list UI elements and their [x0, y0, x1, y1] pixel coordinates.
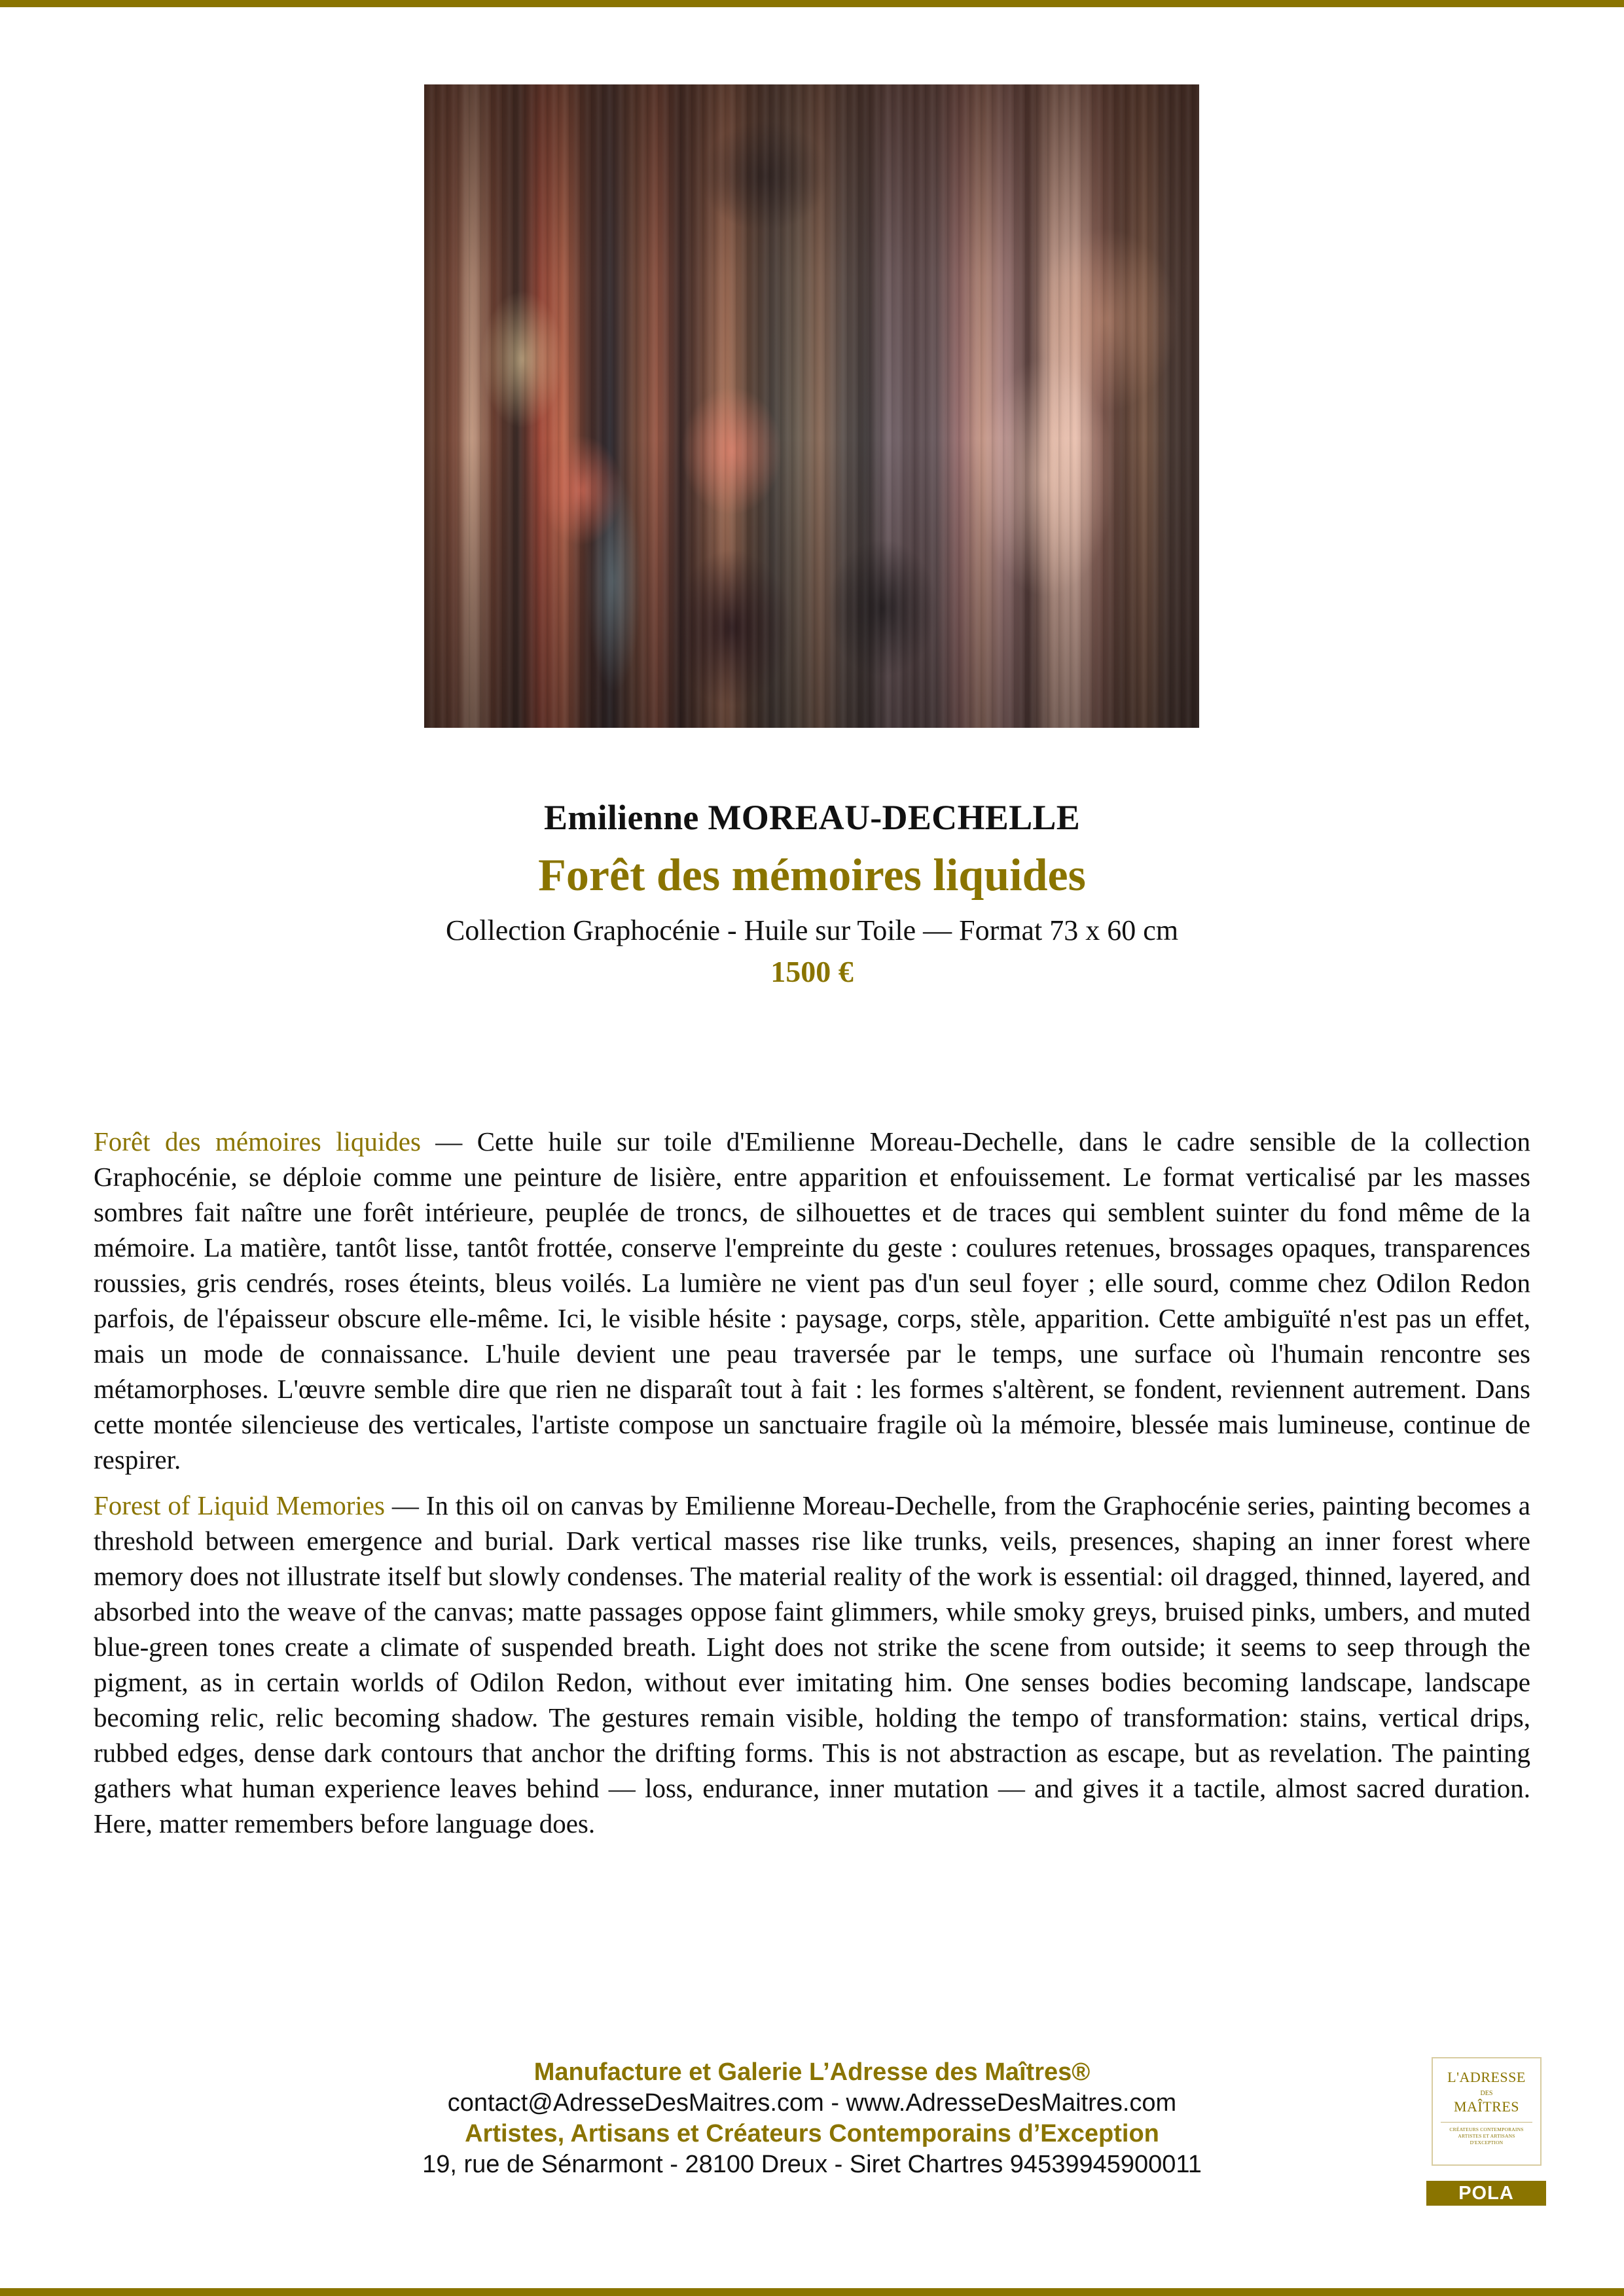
logo-line-maitres: MAÎTRES [1453, 2098, 1520, 2115]
logo-sub-3: D'EXCEPTION [1470, 2140, 1504, 2145]
gallery-address: 19, rue de Sénarmont - 28100 Dreux - Siret Chartres 94539945900011 [422, 2151, 1202, 2178]
artwork-price: 1500 € [770, 955, 854, 988]
description-english-text: — In this oil on canvas by Emilienne Moreau-Dechelle, from the Graphocénie series, painting becomes a threshold between emergence and burial. Dark vertical masses rise like trunks, veils, presences, shaping an inner forest where memory does not illustrate itself but slowly condenses. The material reality of the work is essential: oil dragged, thinned, layered, and absorbed into the weave of the canvas; matte passages oppose faint glimmers, while smoky greys, bruised pinks, umbers, and muted blue-green tones create a climate of suspended breath. Light does not strike the scene from outside; it seems to seep through the pigment, as in certain worlds of Odilon Redon, without ever imitating him. One senses bodies becoming landscape, landscape becoming relic, relic becoming shadow. The gestures remain visible, holding the tempo of transformation: stains, vertical drips, rubbed edges, dense dark contours that anchor the drifting forms. This is not abstraction as escape, but as revelation. The painting gathers what human experience leaves behind — loss, endurance, inner mutation — and gives it a tactile, almost sacred duration. Here, matter remembers before language does. [94, 1490, 1530, 1839]
artist-name: Emilienne MOREAU-DECHELLE [543, 798, 1081, 837]
gallery-tagline: Artistes, Artisans et Créateurs Contemporains d’Exception [465, 2120, 1159, 2147]
description-french-text: — Cette huile sur toile d'Emilienne Moreau-Dechelle, dans le cadre sensible de la collection Graphocénie, se déploie comme une peinture de lisière, entre apparition et enfouissement. Le format verticalisé par les masses sombres fait naître une forêt intérieure, peuplée de troncs, de silhouettes et de traces qui semblent suinter du fond même de la mémoire. La matière, tantôt lisse, tantôt frottée, conserve l'empreinte du geste : coulures retenues, brossages opaques, transparences roussies, gris cendrés, roses éteints, bleus voilés. La lumière ne vient pas d'un seul foyer ; elle sourd, comme chez Odilon Redon parfois, de l'épaisseur obscure elle-même. Ici, le visible hésite : paysage, corps, stèle, apparition. Cette ambiguïté n'est pas un effet, mais un mode de connaissance. L'huile devient une peau traversée par le temps, une surface où l'humain rencontre ses métamorphoses. L'œuvre semble dire que rien ne disparaît tout à fait : les formes s'altèrent, se fondent, reviennent autrement. Dans cette montée silencieuse des verticales, l'artiste compose un sanctuaire fragile où la mémoire, blessée mais lumineuse, continue de respirer. [94, 1126, 1530, 1475]
description-english [94, 1488, 1530, 1841]
top-border-bar [0, 0, 1624, 7]
description-body [94, 1124, 1530, 1852]
contact-line: contact@AdresseDesMaitres.com - www.AdresseDesMaitres.com [447, 2089, 1177, 2117]
logo-line-adresse: L'ADRESSE [1447, 2069, 1526, 2085]
painting-texture-layer [424, 84, 1199, 728]
logo-sub-1: CRÉATEURS CONTEMPORAINS [1449, 2126, 1524, 2132]
pola-badge: POLA [1426, 2181, 1546, 2206]
logo-divider [1441, 2122, 1532, 2123]
logo-line-des: DES [1480, 2090, 1493, 2097]
logo-sub-2: ARTISTES ET ARTISANS [1458, 2133, 1515, 2139]
artwork-title: Forêt des mémoires liquides [538, 850, 1086, 901]
gallery-name: Manufacture et Galerie L’Adresse des Maîtres® [533, 2058, 1091, 2086]
artwork-image [424, 84, 1199, 728]
bottom-border-bar [0, 2288, 1624, 2296]
description-english-lead: Forest of Liquid Memories [94, 1490, 385, 1520]
description-french [94, 1124, 1530, 1477]
artwork-details: Collection Graphocénie - Huile sur Toile — Format 73 x 60 cm [445, 914, 1179, 946]
gallery-logo [1432, 2057, 1542, 2166]
description-french-lead: Forêt des mémoires liquides [94, 1126, 421, 1157]
footer [0, 2057, 1624, 2180]
